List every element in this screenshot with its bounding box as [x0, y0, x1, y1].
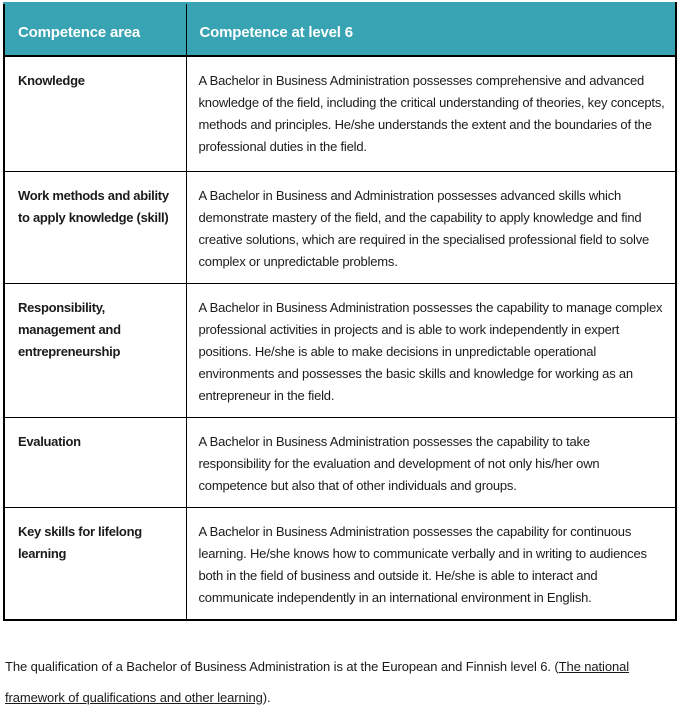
table-row-key-skills	[4, 507, 676, 620]
competence-area-cell: Responsibility, management and entrepreneurship	[4, 283, 186, 417]
footnote-text-after-link: ).	[262, 689, 271, 705]
table-row-evaluation	[4, 417, 676, 507]
competence-area-cell: Evaluation	[4, 417, 186, 507]
competence-description-cell: A Bachelor in Business Administration possesses the capability to manage complex professional activities in projects and is able to work independently in expert positions. He/she is able to make decisions in unpredictable operational environments and possesses the basic skills and knowledge for working as an entrepreneur in the field.	[186, 283, 676, 417]
competence-description-cell: A Bachelor in Business Administration possesses the capability for continuous learning. He/she knows how to communicate verbally and in writing to audiences both in the field of business and outside it. He/she is able to interact and communicate independently in an international environment in English.	[186, 507, 676, 620]
table-row-work-methods	[4, 171, 676, 283]
competence-area-cell: Knowledge	[4, 56, 186, 171]
competence-description-cell: A Bachelor in Business Administration possesses the capability to take responsibility for the evaluation and development of not only his/her own competence but also that of other individuals and groups.	[186, 417, 676, 507]
competence-table	[3, 2, 677, 621]
table-header-row	[4, 3, 676, 56]
footnote-text-before-link: The qualification of a Bachelor of Business Administration is at the European and Finnish level 6. (	[5, 658, 559, 674]
table-row-responsibility	[4, 283, 676, 417]
table-row-knowledge	[4, 56, 676, 171]
header-cell-competence-area: Competence area	[4, 3, 186, 56]
competence-description-cell: A Bachelor in Business Administration possesses comprehensive and advanced knowledge of the field, including the critical understanding of theories, key concepts, methods and principles. He/she understands the extent and the boundaries of the professional duties in the field.	[186, 56, 676, 171]
national-framework-link[interactable]: The national framework of qualifications and other learning	[5, 658, 630, 705]
footnote	[5, 651, 645, 713]
header-cell-competence-at-level-6: Competence at level 6	[186, 3, 676, 56]
competence-area-cell: Key skills for lifelong learning	[4, 507, 186, 620]
competence-description-cell: A Bachelor in Business and Administration possesses advanced skills which demonstrate mastery of the field, and the capability to apply knowledge and find creative solutions, which are required in the specialised professional field to solve complex or unpredictable problems.	[186, 171, 676, 283]
competence-area-cell: Work methods and ability to apply knowledge (skill)	[4, 171, 186, 283]
